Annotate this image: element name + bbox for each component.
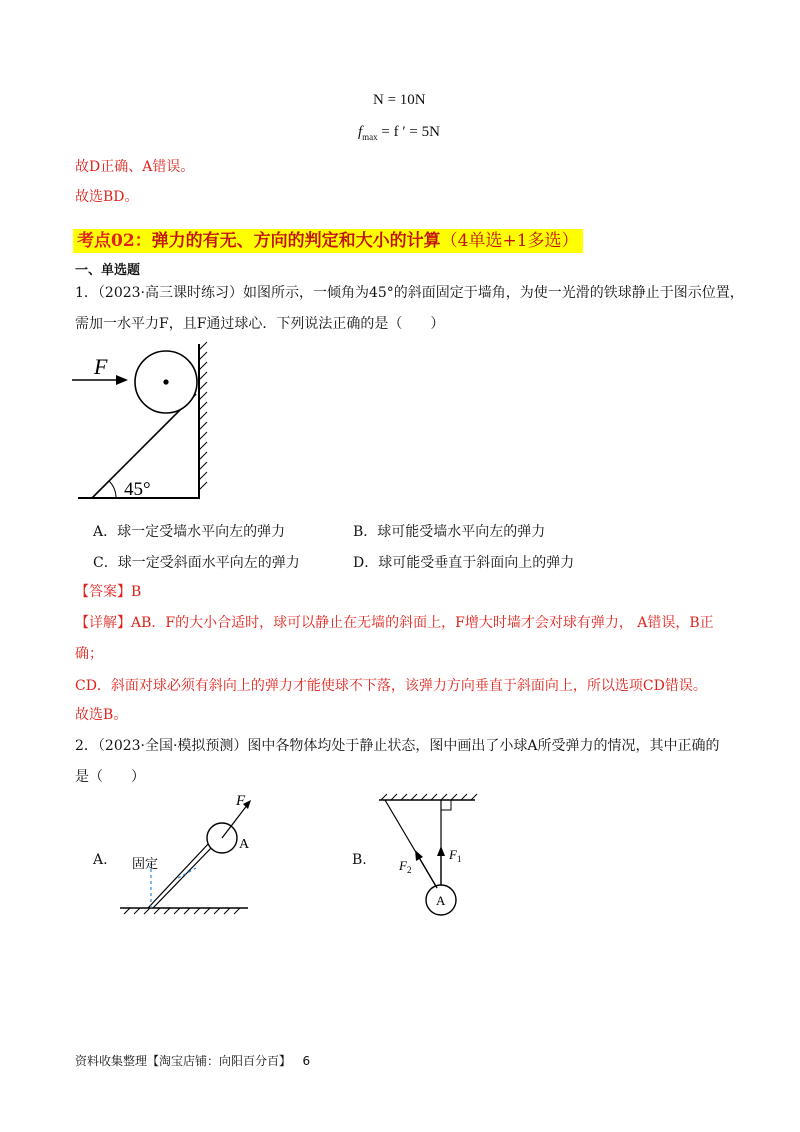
q1-figure [70,340,220,505]
q2-b-f2-label: $F_2$ [399,858,412,875]
q2-a-ball-label: A [239,837,250,852]
q1-detail-line-2: 确； [75,646,103,662]
section-title: 弹力的有无、方向的判定和大小的计算 [151,231,441,251]
equation-max-friction [358,124,440,142]
q2-option-b-label[interactable]: B. [352,852,367,868]
q2-b-ball-label: A [436,893,446,908]
equation-normal-force: N = 10N [373,92,426,108]
q1-force-label: F [94,354,108,379]
friction-rhs: = f ′ = 5N [381,124,440,140]
q1-stem-line-1: 1．（2023·高三课时练习）如图所示，一倾角为45°的斜面固定于墙角，为使一光滑的铁球静止于图示位置， [75,285,744,301]
q1-detail-line-1: 【详解】AB．F的大小合适时，球可以静止在无墙的斜面上，F增大时墙才会对球有弹力， A错误，B正 [75,615,714,631]
q2-option-a-figure [118,790,258,915]
q2-option-a-label[interactable]: A. [93,852,108,868]
section-code: 考点02： [77,231,152,251]
section-header-highlight [73,229,583,253]
q2-a-fixed-label: 固定 [132,856,159,871]
q1-option-d[interactable]: D．球可能受垂直于斜面向上的弹力 [353,555,575,571]
section-header [73,226,583,251]
conclusion-line-1: 故D正确、A错误。 [75,159,195,175]
friction-subscript: max [362,132,378,142]
conclusion-line-2: 故选BD。 [75,189,139,205]
subsection-title: 一、单选题 [75,263,141,278]
q1-option-b[interactable]: B．球可能受墙水平向左的弹力 [353,524,546,540]
section-note: （4单选+1多选） [440,231,579,251]
q1-option-a[interactable]: A．球一定受墙水平向左的弹力 [93,524,286,540]
q2-option-b-figure [375,792,485,922]
q1-option-c[interactable]: C．球一定受斜面水平向左的弹力 [93,555,300,571]
q1-stem-line-2: 需加一水平力F，且F通过球心．下列说法正确的是（ ） [75,316,445,332]
q1-detail-line-3: CD．斜面对球必须有斜向上的弹力才能使球不下落，该弹力方向垂直于斜面向上，所以选项CD错误。 [75,678,707,694]
friction-symbol: f [358,124,363,140]
q1-angle-label: 45° [124,479,151,500]
q2-b-f1-label: $F_1$ [449,847,462,864]
footer [75,1052,310,1069]
q2-stem-line-2: 是（ ） [75,769,145,785]
q2-stem-line-1: 2．（2023·全国·模拟预测）图中各物体均处于静止状态，图中画出了小球A所受弹力的情况，其中正确的 [75,738,720,754]
q1-answer: 【答案】B [75,584,142,600]
footer-text: 资料收集整理【淘宝店铺：向阳百分百】 [75,1054,292,1068]
q1-final: 故选B。 [75,707,128,723]
q2-a-force-label: F [236,793,246,809]
page-number: 6 [302,1054,311,1068]
